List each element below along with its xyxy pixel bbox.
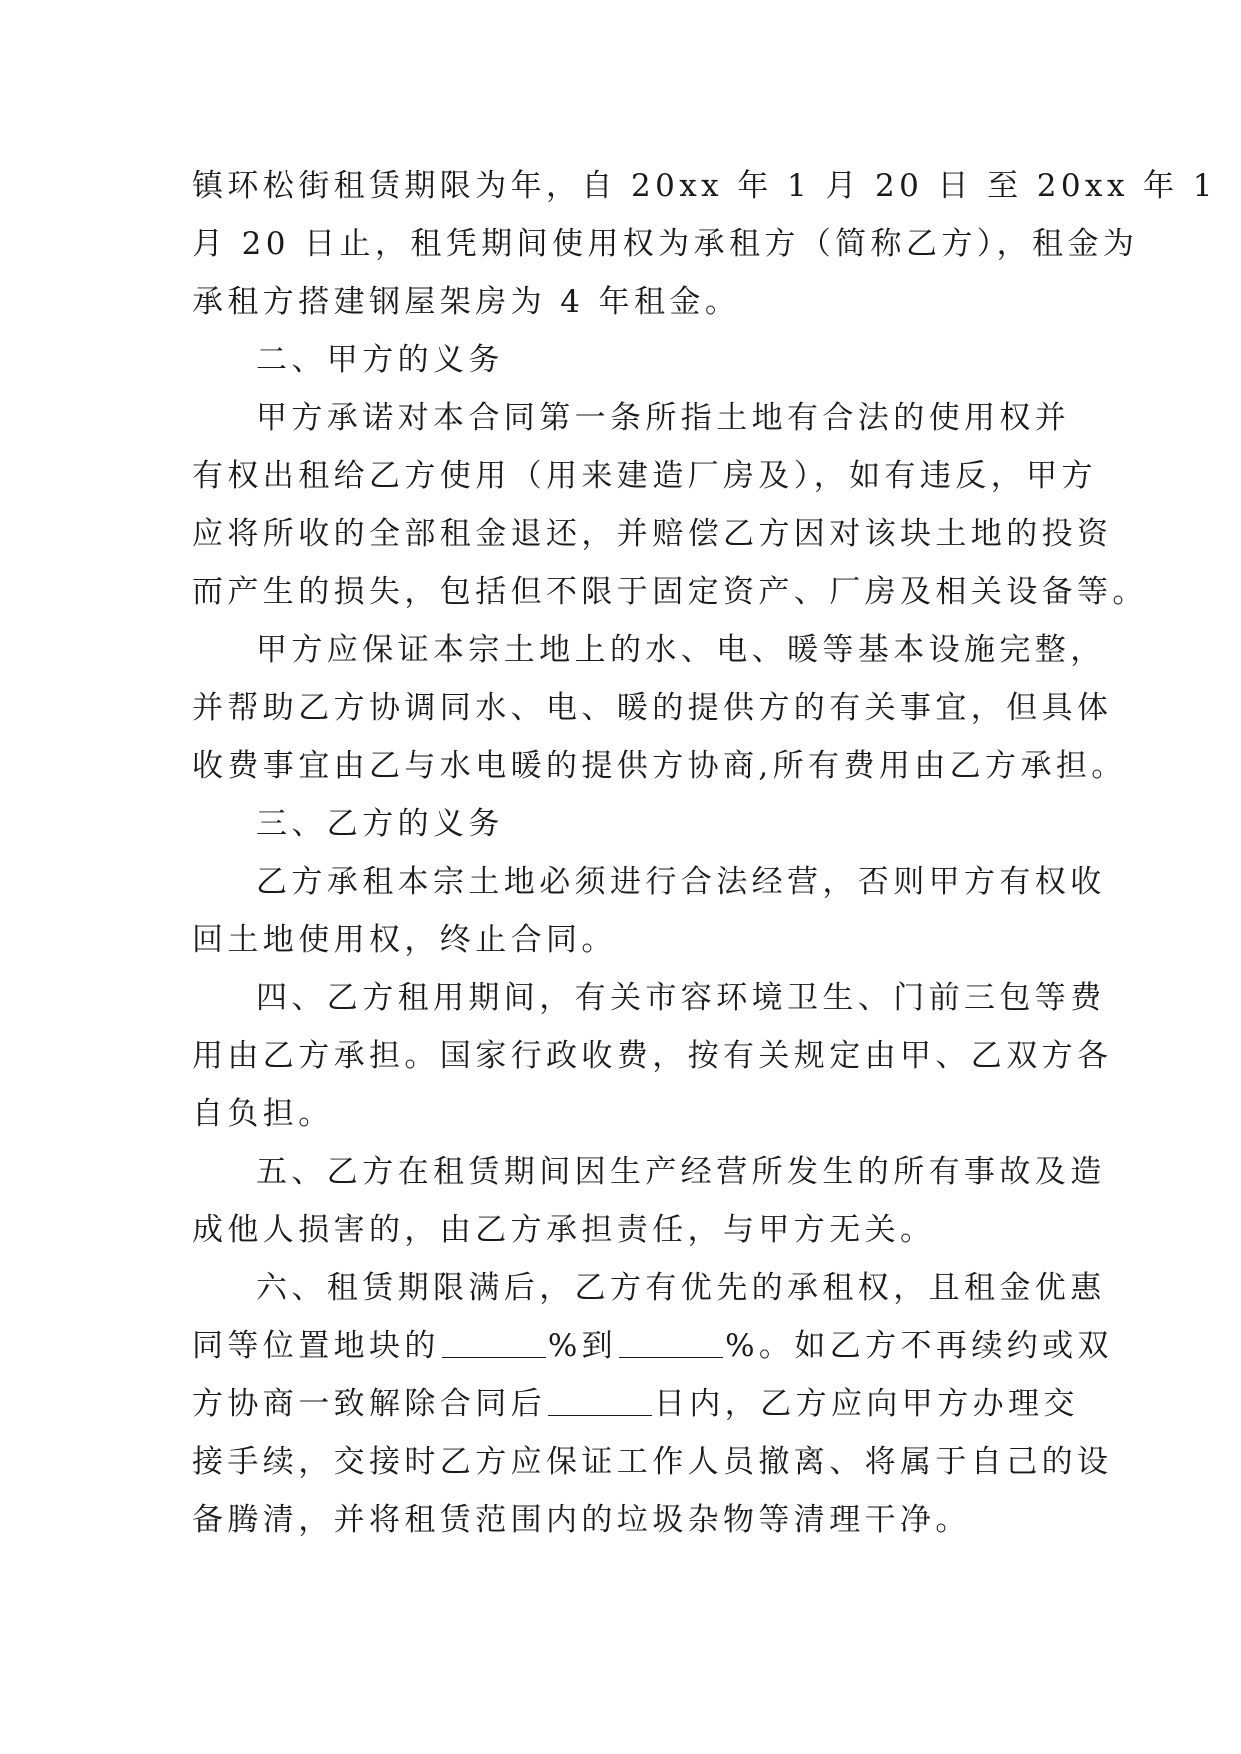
- paragraph-7-line-3-text-b: 日内，乙方应向甲方办理交: [654, 1386, 1079, 1422]
- paragraph-7-line-2-text-a: 同等位置地块的: [192, 1328, 440, 1364]
- paragraph-1-line-2: 月 20 日止，租凭期间使用权为承租方（简称乙方），租金为: [192, 226, 1139, 262]
- paragraph-3-line-2: 并帮助乙方协调同水、电、暖的提供方的有关事宜，但具体: [192, 690, 1113, 726]
- paragraph-5-line-3: 自负担。: [192, 1096, 334, 1132]
- handover-days-blank[interactable]: [548, 1391, 652, 1416]
- paragraph-7-line-3: [192, 1375, 1079, 1433]
- paragraph-2-line-3: 应将所收的全部租金退还，并赔偿乙方因对该块土地的投资: [192, 516, 1113, 552]
- paragraph-2-line-2: 有权出租给乙方使用（用来建造厂房及），如有违反，甲方: [192, 458, 1097, 494]
- percent-to-blank[interactable]: [619, 1333, 723, 1358]
- paragraph-6-line-2: 成他人损害的，由乙方承担责任，与甲方无关。: [192, 1212, 936, 1248]
- paragraph-6-line-1: 五、乙方在租赁期间因生产经营所发生的所有事故及造: [256, 1154, 1106, 1190]
- paragraph-7-line-3-text-a: 方协商一致解除合同后: [192, 1386, 546, 1422]
- paragraph-7-line-4: 接手续，交接时乙方应保证工作人员撤离、将属于自己的设: [192, 1444, 1113, 1480]
- paragraph-1-line-1: 镇环松街租赁期限为年，自 20xx 年 1 月 20 日 至 20xx 年 1: [192, 168, 1217, 204]
- paragraph-1-line-3: 承租方搭建钢屋架房为 4 年租金。: [192, 284, 741, 320]
- paragraph-2-line-1: 甲方承诺对本合同第一条所指土地有合法的使用权并: [256, 400, 1071, 436]
- paragraph-7-line-2-text-b: %到: [547, 1328, 618, 1364]
- paragraph-4-line-2: 回土地使用权，终止合同。: [192, 922, 617, 958]
- paragraph-4-line-1: 乙方承租本宗土地必须进行合法经营，否则甲方有权收: [256, 864, 1106, 900]
- paragraph-7-line-5: 备腾清，并将租赁范围内的垃圾杂物等清理干净。: [192, 1502, 971, 1538]
- section-heading-party-b-obligations: 三、乙方的义务: [256, 806, 504, 842]
- paragraph-7-line-2: [192, 1317, 1113, 1375]
- paragraph-2-line-4: 而产生的损失，包括但不限于固定资产、厂房及相关设备等。: [192, 574, 1148, 610]
- paragraph-3-line-3: 收费事宜由乙与水电暖的提供方协商,所有费用由乙方承担。: [192, 748, 1127, 784]
- paragraph-5-line-1: 四、乙方租用期间，有关市容环境卫生、门前三包等费: [256, 980, 1106, 1016]
- paragraph-7-line-2-text-c: %。如乙方不再续约或双: [725, 1328, 1113, 1364]
- percent-from-blank[interactable]: [442, 1333, 546, 1358]
- paragraph-3-line-1: 甲方应保证本宗土地上的水、电、暖等基本设施完整，: [256, 632, 1106, 668]
- paragraph-7-line-1: 六、租赁期限满后，乙方有优先的承租权，且租金优惠: [256, 1270, 1106, 1306]
- section-heading-party-a-obligations: 二、甲方的义务: [256, 342, 504, 378]
- paragraph-5-line-2: 用由乙方承担。国家行政收费，按有关规定由甲、乙双方各: [192, 1038, 1113, 1074]
